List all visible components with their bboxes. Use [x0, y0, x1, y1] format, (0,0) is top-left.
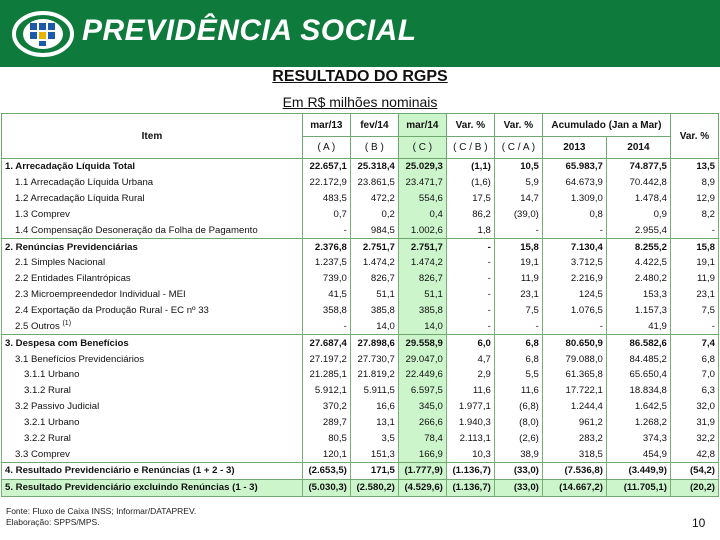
row-value: 6,8 [494, 351, 542, 367]
row-value: (2.580,2) [350, 479, 398, 496]
row-value: (1.136,7) [446, 463, 494, 480]
row-value: 15,8 [494, 239, 542, 255]
col-header-var3: Var. % [670, 114, 718, 159]
row-value: 41,9 [606, 318, 670, 334]
row-value: 11,6 [494, 383, 542, 399]
row-value: 27.687,4 [302, 335, 350, 351]
row-value: 18.834,8 [606, 383, 670, 399]
table-row [2, 271, 719, 287]
row-value: 7,4 [670, 335, 718, 351]
row-value: 8,2 [670, 207, 718, 223]
table-row [2, 303, 719, 319]
row-value: 27.730,7 [350, 351, 398, 367]
col-sub-c: ( C ) [398, 137, 446, 159]
row-label: 1. Arrecadação Líquida Total [2, 159, 303, 175]
row-value: - [542, 318, 606, 334]
row-value: 385,8 [398, 303, 446, 319]
row-value: 64.673,9 [542, 175, 606, 191]
row-value: 41,5 [302, 287, 350, 303]
row-value: 1.076,5 [542, 303, 606, 319]
row-value: - [446, 239, 494, 255]
row-label: 3.2.2 Rural [2, 430, 303, 446]
footer-source: Fonte: Fluxo de Caixa INSS; Informar/DATAPREV. [6, 506, 197, 516]
row-value: 78,4 [398, 430, 446, 446]
row-value: 51,1 [398, 287, 446, 303]
row-value: (11.705,1) [606, 479, 670, 496]
row-value: 266,6 [398, 415, 446, 431]
col-sub-a: ( A ) [302, 137, 350, 159]
row-value: 385,8 [350, 303, 398, 319]
row-value: 3,5 [350, 430, 398, 446]
table-row [2, 399, 719, 415]
row-value: - [446, 303, 494, 319]
previdencia-logo-icon [12, 10, 74, 58]
row-value: (14.667,2) [542, 479, 606, 496]
row-value: - [446, 287, 494, 303]
row-value: - [302, 318, 350, 334]
row-value: 289,7 [302, 415, 350, 431]
row-value: 318,5 [542, 446, 606, 462]
row-value: (20,2) [670, 479, 718, 496]
row-value: 1.977,1 [446, 399, 494, 415]
table-row [2, 335, 719, 351]
row-value: (6,8) [494, 399, 542, 415]
table-row [2, 446, 719, 462]
row-value: 283,2 [542, 430, 606, 446]
row-value: (1,6) [446, 175, 494, 191]
row-value: 21.819,2 [350, 367, 398, 383]
row-label: 2.3 Microempreendedor Individual - MEI [2, 287, 303, 303]
row-value: 11,9 [670, 271, 718, 287]
row-value: 7,5 [494, 303, 542, 319]
row-value: 1.474,2 [350, 255, 398, 271]
table-row [2, 318, 719, 334]
row-value: 17.722,1 [542, 383, 606, 399]
row-value: 42,8 [670, 446, 718, 462]
col-header-fev14: fev/14 [350, 114, 398, 137]
row-value: 4,7 [446, 351, 494, 367]
row-value: 13,1 [350, 415, 398, 431]
row-value: 65.983,7 [542, 159, 606, 175]
row-value: - [302, 222, 350, 238]
row-value: 2.376,8 [302, 239, 350, 255]
row-value: 10,5 [494, 159, 542, 175]
row-value: 826,7 [350, 271, 398, 287]
row-value: 84.485,2 [606, 351, 670, 367]
row-value: 15,8 [670, 239, 718, 255]
col-header-mar14: mar/14 [398, 114, 446, 137]
row-value: 14,0 [350, 318, 398, 334]
row-value: - [494, 222, 542, 238]
row-value: 2,9 [446, 367, 494, 383]
table-row [2, 159, 719, 175]
row-value: 80.650,9 [542, 335, 606, 351]
table-row [2, 191, 719, 207]
row-label: 3. Despesa com Benefícios [2, 335, 303, 351]
row-value: 454,9 [606, 446, 670, 462]
row-value: 7,5 [670, 303, 718, 319]
row-value: 1.474,2 [398, 255, 446, 271]
row-value: 1.940,3 [446, 415, 494, 431]
row-value: (8,0) [494, 415, 542, 431]
row-value: 27.898,6 [350, 335, 398, 351]
row-value: (33,0) [494, 479, 542, 496]
row-value: 14,7 [494, 191, 542, 207]
header-banner [0, 0, 720, 67]
row-label: 3.1.1 Urbano [2, 367, 303, 383]
row-value: 12,9 [670, 191, 718, 207]
table-row [2, 239, 719, 255]
row-value: 4.422,5 [606, 255, 670, 271]
row-label: 1.1 Arrecadação Líquida Urbana [2, 175, 303, 191]
row-value: 120,1 [302, 446, 350, 462]
row-label: 2.2 Entidades Filantrópicas [2, 271, 303, 287]
footer-notes [6, 506, 196, 528]
row-label: 3.2 Passivo Judicial [2, 399, 303, 415]
row-value: 370,2 [302, 399, 350, 415]
row-value: 0,2 [350, 207, 398, 223]
row-value: 124,5 [542, 287, 606, 303]
table-row [2, 479, 719, 496]
row-value: 2.751,7 [398, 239, 446, 255]
row-value: 23,1 [494, 287, 542, 303]
row-value: 1.478,4 [606, 191, 670, 207]
table-row [2, 222, 719, 238]
row-value: - [446, 255, 494, 271]
row-value: 0,4 [398, 207, 446, 223]
row-value: 345,0 [398, 399, 446, 415]
row-value: - [446, 318, 494, 334]
row-value: 6,0 [446, 335, 494, 351]
row-value: 1.244,4 [542, 399, 606, 415]
row-value: 5,9 [494, 175, 542, 191]
row-value: - [446, 271, 494, 287]
table-row [2, 207, 719, 223]
row-value: 153,3 [606, 287, 670, 303]
row-value: 6,3 [670, 383, 718, 399]
row-value: 23,1 [670, 287, 718, 303]
brand-title: PREVIDÊNCIA SOCIAL [82, 14, 417, 47]
row-value: 1.642,5 [606, 399, 670, 415]
row-value: 7,0 [670, 367, 718, 383]
page-subtitle: Em R$ milhões nominais [282, 94, 438, 110]
row-value: 2.113,1 [446, 430, 494, 446]
col-header-var2: Var. % [494, 114, 542, 137]
row-label: 2.1 Simples Nacional [2, 255, 303, 271]
row-value: 14,0 [398, 318, 446, 334]
row-value: 23.861,5 [350, 175, 398, 191]
row-value: 2.480,2 [606, 271, 670, 287]
col-header-mar13: mar/13 [302, 114, 350, 137]
row-value: (1.777,9) [398, 463, 446, 480]
row-value: (7.536,8) [542, 463, 606, 480]
table-row [2, 175, 719, 191]
col-sub-b: ( B ) [350, 137, 398, 159]
row-label: 3.2.1 Urbano [2, 415, 303, 431]
row-value: 6.597,5 [398, 383, 446, 399]
row-value: (4.529,6) [398, 479, 446, 496]
row-value: 358,8 [302, 303, 350, 319]
row-value: 22.449,6 [398, 367, 446, 383]
row-value: 1.237,5 [302, 255, 350, 271]
table-row [2, 351, 719, 367]
row-value: 5.911,5 [350, 383, 398, 399]
row-value: 1.268,2 [606, 415, 670, 431]
col-header-acumulado: Acumulado (Jan a Mar) [542, 114, 670, 137]
row-value: (5.030,3) [302, 479, 350, 496]
row-value: 171,5 [350, 463, 398, 480]
row-value: 483,5 [302, 191, 350, 207]
row-label: 1.2 Arrecadação Líquida Rural [2, 191, 303, 207]
row-value: (2.653,5) [302, 463, 350, 480]
row-value: 5,5 [494, 367, 542, 383]
row-value: 151,3 [350, 446, 398, 462]
col-header-var1: Var. % [446, 114, 494, 137]
table-row [2, 383, 719, 399]
col-sub-cb: ( C / B ) [446, 137, 494, 159]
row-value: 11,9 [494, 271, 542, 287]
row-value: 0,7 [302, 207, 350, 223]
footer-elaboration: Elaboração: SPPS/MPS. [6, 517, 100, 527]
row-value: 70.442,8 [606, 175, 670, 191]
row-value: (39,0) [494, 207, 542, 223]
row-value: (54,2) [670, 463, 718, 480]
row-value: 27.197,2 [302, 351, 350, 367]
table-row [2, 255, 719, 271]
row-label: 5. Resultado Previdenciário excluindo Renúncias (1 - 3) [2, 479, 303, 496]
row-value: 2.216,9 [542, 271, 606, 287]
row-value: 1.309,0 [542, 191, 606, 207]
table-body [2, 159, 719, 497]
row-value: 2.751,7 [350, 239, 398, 255]
row-value: 86,2 [446, 207, 494, 223]
row-value: 22.657,1 [302, 159, 350, 175]
col-sub-2014: 2014 [606, 137, 670, 159]
row-label: 2.4 Exportação da Produção Rural - EC nº 33 [2, 303, 303, 319]
row-label: 2.5 Outros $^{(1)}$ [2, 318, 303, 334]
row-label: 4. Resultado Previdenciário e Renúncias (1 + 2 - 3) [2, 463, 303, 480]
row-value: 79.088,0 [542, 351, 606, 367]
row-value: 6,8 [494, 335, 542, 351]
row-value: 51,1 [350, 287, 398, 303]
row-value: 8,9 [670, 175, 718, 191]
col-sub-2013: 2013 [542, 137, 606, 159]
row-value: 374,3 [606, 430, 670, 446]
table-row [2, 463, 719, 480]
row-value: 1.157,3 [606, 303, 670, 319]
row-value: 65.650,4 [606, 367, 670, 383]
row-value: 2.955,4 [606, 222, 670, 238]
row-value: 826,7 [398, 271, 446, 287]
row-value: 25.318,4 [350, 159, 398, 175]
row-value: 739,0 [302, 271, 350, 287]
row-value: 29.558,9 [398, 335, 446, 351]
row-value: 984,5 [350, 222, 398, 238]
row-label: 2. Renúncias Previdenciárias [2, 239, 303, 255]
row-value: 19,1 [670, 255, 718, 271]
row-value: (3.449,9) [606, 463, 670, 480]
row-value: 7.130,4 [542, 239, 606, 255]
row-value: 554,6 [398, 191, 446, 207]
table-row [2, 430, 719, 446]
row-value: 961,2 [542, 415, 606, 431]
row-value: - [670, 318, 718, 334]
row-value: (33,0) [494, 463, 542, 480]
row-value: 22.172,9 [302, 175, 350, 191]
row-value: 17,5 [446, 191, 494, 207]
row-value: 0,8 [542, 207, 606, 223]
row-value: - [542, 222, 606, 238]
row-value: (1,1) [446, 159, 494, 175]
row-value: 13,5 [670, 159, 718, 175]
row-label: 1.3 Comprev [2, 207, 303, 223]
col-sub-ca: ( C / A ) [494, 137, 542, 159]
row-value: 23.471,7 [398, 175, 446, 191]
row-label: 1.4 Compensação Desoneração da Folha de Pagamento [2, 222, 303, 238]
row-value: 29.047,0 [398, 351, 446, 367]
row-value: 0,9 [606, 207, 670, 223]
row-value: 11,6 [446, 383, 494, 399]
table-row [2, 287, 719, 303]
footnote-marker: (1) [62, 320, 72, 328]
row-value: - [494, 318, 542, 334]
row-value: 6,8 [670, 351, 718, 367]
row-value: 1.002,6 [398, 222, 446, 238]
row-value: - [670, 222, 718, 238]
rgps-table [1, 113, 719, 497]
row-value: 10,3 [446, 446, 494, 462]
row-value: 3.712,5 [542, 255, 606, 271]
row-value: 1,8 [446, 222, 494, 238]
row-value: 166,9 [398, 446, 446, 462]
row-value: 32,2 [670, 430, 718, 446]
row-value: 86.582,6 [606, 335, 670, 351]
row-value: 5.912,1 [302, 383, 350, 399]
row-value: 31,9 [670, 415, 718, 431]
page-title: RESULTADO DO RGPS [272, 68, 448, 85]
row-value: 8.255,2 [606, 239, 670, 255]
row-value: 38,9 [494, 446, 542, 462]
row-value: 80,5 [302, 430, 350, 446]
row-value: (1.136,7) [446, 479, 494, 496]
row-label: 3.1 Benefícios Previdenciários [2, 351, 303, 367]
row-value: 74.877,5 [606, 159, 670, 175]
row-value: 16,6 [350, 399, 398, 415]
row-value: 25.029,3 [398, 159, 446, 175]
table-row [2, 415, 719, 431]
row-value: 21.285,1 [302, 367, 350, 383]
row-value: 61.365,8 [542, 367, 606, 383]
col-header-item: Item [2, 114, 303, 159]
table-row [2, 367, 719, 383]
page-number: 10 [692, 516, 706, 530]
row-value: (2,6) [494, 430, 542, 446]
row-value: 32,0 [670, 399, 718, 415]
rgps-table-container [1, 113, 719, 497]
row-label: 3.1.2 Rural [2, 383, 303, 399]
row-value: 472,2 [350, 191, 398, 207]
row-value: 19,1 [494, 255, 542, 271]
row-label: 3.3 Comprev [2, 446, 303, 462]
